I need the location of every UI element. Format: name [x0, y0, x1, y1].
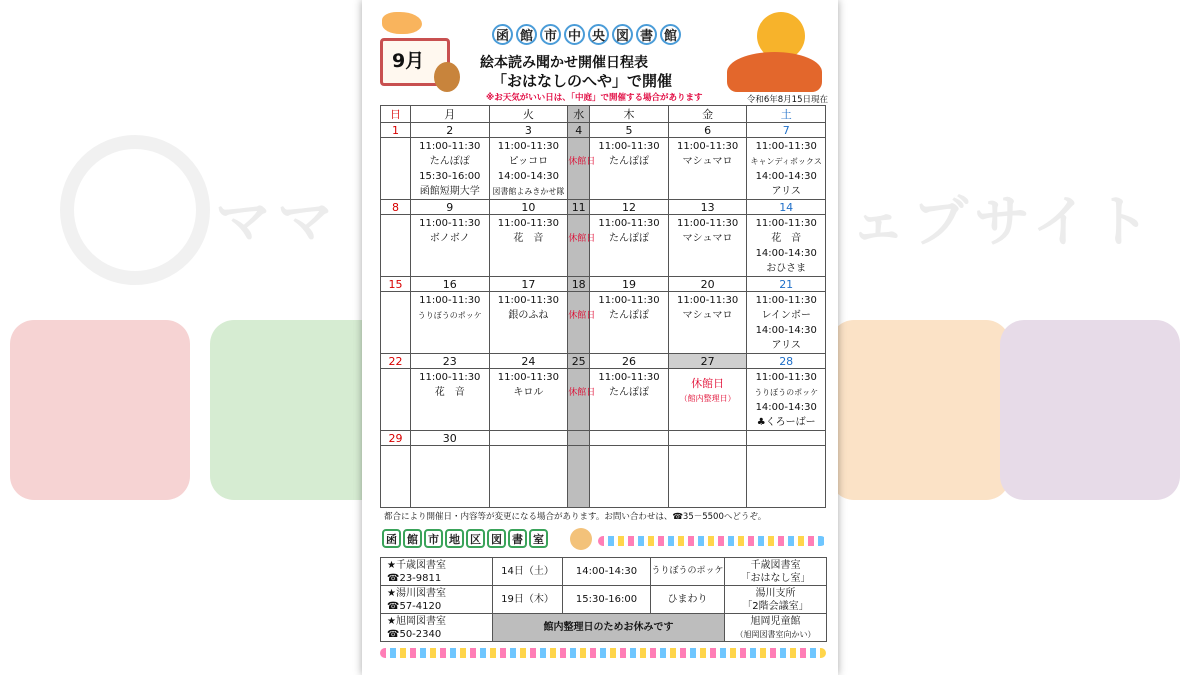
event-line: 11:00-11:30 — [676, 218, 739, 229]
venue-subtitle: 「おはなしのへや」で開催 — [492, 72, 673, 90]
calendar-date: 9 — [411, 200, 490, 215]
branch-row — [381, 586, 827, 614]
date-row — [381, 123, 826, 138]
as-of-date: 令和6年8月15日現在 — [746, 95, 828, 105]
event-line: たんぽぽ — [429, 156, 470, 167]
calendar-date: 27 — [668, 354, 747, 369]
calendar-events — [411, 138, 490, 200]
calendar-date: 2 — [411, 123, 490, 138]
weekday-sat: 土 — [747, 106, 826, 123]
branch-group: うりぼうのポッケ — [651, 558, 725, 586]
calendar-date: 21 — [747, 277, 826, 292]
calendar-events — [590, 215, 669, 277]
calendar-date: 3 — [489, 123, 568, 138]
event-line: アリス — [771, 340, 801, 351]
branch-place-room: 「おはなし室」 — [740, 572, 811, 584]
event-line: 11:00-11:30 — [676, 141, 739, 152]
calendar-events — [668, 215, 747, 277]
calendar-date: 28 — [747, 354, 826, 369]
event-line: 休館日 — [568, 388, 596, 398]
branch-time: 15:30-16:00 — [563, 586, 651, 614]
event-line: 花 音 — [771, 233, 802, 244]
weekday-tue: 火 — [489, 106, 568, 123]
calendar-events — [568, 369, 596, 431]
event-line: おひさま — [766, 263, 807, 274]
calendar-date: 8 — [381, 200, 411, 215]
calendar-events — [747, 215, 826, 277]
calendar-events — [668, 446, 747, 508]
branch-place-room: 「2階会議室」 — [742, 600, 809, 612]
event-line: レインボー — [761, 310, 811, 321]
calendar-events — [668, 138, 747, 200]
autumn-leaves-icon — [382, 12, 422, 34]
watermark-block-orange — [830, 320, 1010, 500]
calendar-events — [411, 215, 490, 277]
schedule-poster — [362, 0, 838, 675]
event-line: キャンディボックス — [750, 157, 822, 166]
calendar-events — [411, 446, 490, 508]
event-line: キロル — [513, 387, 544, 398]
calendar-events — [568, 446, 590, 508]
calendar-date: 18 — [568, 277, 590, 292]
event-line: 11:00-11:30 — [419, 218, 481, 229]
events-row — [381, 369, 826, 431]
watermark-block-red — [10, 320, 190, 500]
branch-name: ★湯川図書室 — [387, 587, 446, 599]
event-line: 11:00-11:30 — [497, 295, 560, 306]
calendar-events — [747, 446, 826, 508]
calendar-date: 16 — [411, 277, 490, 292]
date-row — [381, 277, 826, 292]
month-label: 9月 — [392, 50, 425, 72]
calendar-date: 6 — [668, 123, 747, 138]
weather-notice: ※お天気がいい日は、「中庭」で開催する場合があります — [486, 93, 703, 103]
calendar-events — [411, 292, 490, 354]
watermark-block-purple — [1000, 320, 1180, 500]
event-line: たんぽぽ — [608, 387, 649, 398]
event-line: たんぽぽ — [608, 156, 649, 167]
calendar-events — [381, 138, 411, 200]
event-line: 11:00-11:30 — [598, 372, 660, 383]
weekday-header-row — [381, 106, 826, 123]
branch-date: 14日（土） — [493, 558, 563, 586]
event-line: 11:00-11:30 — [755, 141, 817, 152]
calendar-events — [568, 292, 596, 354]
branch-name: ★旭岡図書室 — [387, 615, 446, 627]
event-line: 花 音 — [513, 233, 544, 244]
event-line: うりぼうのポッケ — [754, 388, 819, 397]
watermark-face-icon — [60, 135, 210, 285]
events-row — [381, 138, 826, 200]
calendar-date: 7 — [747, 123, 826, 138]
events-row — [381, 446, 826, 508]
branch-time: 14:00-14:30 — [563, 558, 651, 586]
branch-place: 旭岡児童館 — [750, 615, 801, 627]
calendar-events — [381, 446, 411, 508]
calendar-date: 22 — [381, 354, 411, 369]
calendar-events — [489, 369, 568, 431]
event-line: （館内整理日） — [679, 394, 736, 403]
calendar-events — [590, 292, 669, 354]
event-line: 14:00-14:30 — [755, 171, 817, 182]
branch-place: 千歳図書室 — [750, 559, 801, 571]
branch-date: 19日（木） — [493, 586, 563, 614]
calendar-events — [568, 138, 596, 200]
reading-child-icon — [570, 528, 592, 550]
calendar-date: 20 — [668, 277, 747, 292]
event-line: 14:00-14:30 — [755, 325, 817, 336]
event-line: 11:00-11:30 — [419, 295, 481, 306]
event-line: 11:00-11:30 — [676, 295, 739, 306]
weekday-sun: 日 — [381, 106, 411, 123]
branch-name: ★千歳図書室 — [387, 559, 446, 571]
calendar-events — [489, 215, 568, 277]
calendar-date: 24 — [489, 354, 568, 369]
calendar-date: 5 — [590, 123, 669, 138]
branch-title: 函 館 市 地 区 図 書 室 — [382, 529, 548, 548]
branch-group: ひまわり — [651, 586, 725, 614]
calendar-date — [747, 431, 826, 446]
branch-place: 湯川支所 — [755, 587, 796, 599]
calendar-events — [411, 369, 490, 431]
calendar-date: 13 — [668, 200, 747, 215]
event-line: 11:00-11:30 — [598, 218, 660, 229]
weekday-mon: 月 — [411, 106, 490, 123]
calendar-events — [668, 369, 747, 431]
calendar-events — [590, 446, 669, 508]
date-row — [381, 431, 826, 446]
event-line: 14:00-14:30 — [497, 171, 560, 182]
branch-table — [380, 557, 827, 642]
event-line: マシュマロ — [682, 233, 733, 244]
branch-tel: ☎23-9811 — [387, 572, 442, 584]
event-line: 銀のふね — [508, 310, 549, 321]
calendar-date: 25 — [568, 354, 590, 369]
calendar-date — [489, 431, 568, 446]
event-line: ピッコロ — [508, 156, 549, 167]
calendar-date: 1 — [381, 123, 411, 138]
calendar-date: 19 — [590, 277, 669, 292]
weekday-wed: 水 — [568, 106, 590, 123]
calendar-events — [747, 292, 826, 354]
event-line: 11:00-11:30 — [755, 372, 817, 383]
calendar-table — [380, 105, 826, 508]
event-line: マシュマロ — [682, 310, 733, 321]
event-line: 11:00-11:30 — [497, 372, 560, 383]
calendar-events — [381, 369, 411, 431]
library-title: 函 館 市 中 央 図 書 館 — [492, 24, 681, 45]
event-line: 11:00-11:30 — [755, 295, 817, 306]
event-line: 11:00-11:30 — [497, 218, 560, 229]
event-line: 休館日 — [568, 234, 596, 244]
branch-tel: ☎57-4120 — [387, 600, 442, 612]
calendar-events — [489, 446, 568, 508]
branch-tel: ☎50-2340 — [387, 628, 442, 640]
events-row — [381, 215, 826, 277]
calendar-date: 12 — [590, 200, 669, 215]
calendar-date: 17 — [489, 277, 568, 292]
calendar-events — [381, 215, 411, 277]
event-line: 11:00-11:30 — [419, 141, 481, 152]
event-line: アリス — [771, 186, 801, 197]
watermark-text-left: ママ — [215, 190, 339, 255]
date-row — [381, 200, 826, 215]
date-row — [381, 354, 826, 369]
calendar-date: 30 — [411, 431, 490, 446]
contact-footnote: 都合により開催日・内容等が変更になる場合があります。お問い合わせは、☎35－5500へどうぞ。 — [384, 512, 767, 522]
event-line: 休館日 — [691, 377, 725, 390]
event-line: 14:00-14:30 — [755, 248, 817, 259]
autumn-tree-icon — [727, 52, 822, 92]
calendar-events — [590, 369, 669, 431]
flower-border-bottom-icon — [380, 648, 826, 658]
calendar-date: 14 — [747, 200, 826, 215]
event-line: うりぼうのポッケ — [417, 311, 482, 320]
calendar-events — [489, 292, 568, 354]
calendar-events — [489, 138, 568, 200]
calendar-date: 26 — [590, 354, 669, 369]
event-line: 図書館よみきかせ隊 — [492, 187, 565, 196]
event-line: 14:00-14:30 — [755, 402, 817, 413]
calendar-date — [668, 431, 747, 446]
event-line: 15:30-16:00 — [419, 171, 481, 182]
calendar-date — [590, 431, 669, 446]
event-line: 休館日 — [568, 157, 596, 167]
calendar-events — [747, 369, 826, 431]
calendar-date: 10 — [489, 200, 568, 215]
event-line: たんぽぽ — [608, 233, 649, 244]
calendar-events — [381, 292, 411, 354]
event-line: 11:00-11:30 — [419, 372, 481, 383]
schedule-subtitle: 絵本読み聞かせ開催日程表 — [480, 55, 648, 71]
branch-holiday: 館内整理日のためお休みです — [493, 614, 725, 642]
event-line: 函館短期大学 — [419, 186, 480, 197]
watermark-text-right: ェブサイト — [850, 190, 1157, 255]
weekday-fri: 金 — [668, 106, 747, 123]
branch-row — [381, 614, 827, 642]
event-line: 花 音 — [434, 387, 465, 398]
events-row — [381, 292, 826, 354]
weekday-thu: 木 — [590, 106, 669, 123]
calendar-events — [668, 292, 747, 354]
calendar-date: 29 — [381, 431, 411, 446]
calendar-events — [568, 215, 596, 277]
branch-row — [381, 558, 827, 586]
event-line: ♣くろーばー — [756, 417, 816, 428]
event-line: 11:00-11:30 — [598, 141, 660, 152]
calendar-events — [747, 138, 826, 200]
event-line: マシュマロ — [682, 156, 733, 167]
calendar-date: 11 — [568, 200, 590, 215]
branch-place-room: （旭岡図書室向かい） — [735, 629, 816, 639]
calendar-events — [590, 138, 669, 200]
squirrel-icon — [434, 62, 460, 92]
event-line: 休館日 — [568, 311, 596, 321]
calendar-date: 15 — [381, 277, 411, 292]
calendar-date: 4 — [568, 123, 590, 138]
flower-border-icon — [598, 536, 826, 546]
event-line: ボノボノ — [429, 233, 470, 244]
event-line: 11:00-11:30 — [598, 295, 660, 306]
event-line: たんぽぽ — [608, 310, 649, 321]
calendar-date — [568, 431, 590, 446]
event-line: 11:00-11:30 — [497, 141, 560, 152]
event-line: 11:00-11:30 — [755, 218, 817, 229]
calendar-date: 23 — [411, 354, 490, 369]
